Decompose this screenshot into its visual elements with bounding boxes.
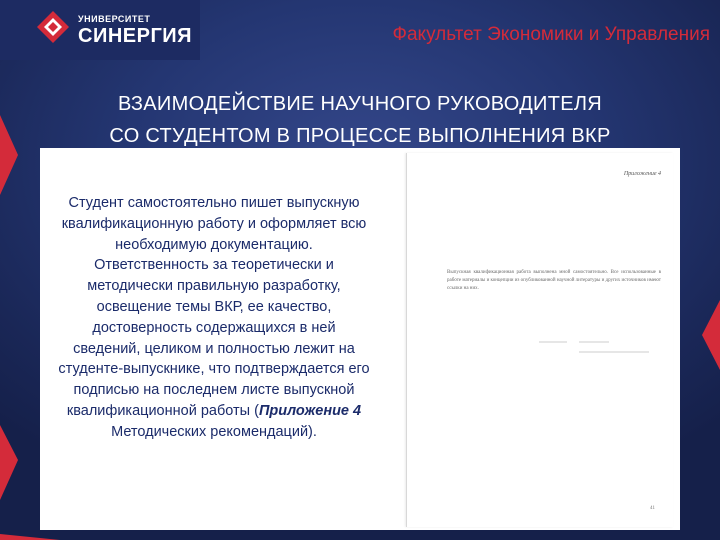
body-paragraph-2-main: Ответственность за теоретически и методически правильную разработку, освещение темы ВКР, ее качество, достоверность содержащихся в ней сведений, целиком и полностью лежит на студенте-выпускнике, что подтверждается его подписью на последнем листе выпускной квалификационной работы ( <box>58 257 370 419</box>
body-text <box>58 193 370 443</box>
appendix-reference: Приложение 4 <box>258 402 362 419</box>
document-signature-lines <box>539 336 659 356</box>
logo-area <box>0 0 200 60</box>
right-red-decoration <box>698 0 720 540</box>
slide-title-line-2: СО СТУДЕНТОМ В ПРОЦЕССЕ ВЫПОЛНЕНИЯ ВКР <box>109 125 611 147</box>
document-appendix-label: Приложение 4 <box>623 171 661 177</box>
left-red-decoration <box>0 0 18 540</box>
document-paragraph: Выпускная квалификационная работа выполнена мной самостоятельно. Все использованные в работе материалы и концепции из опубликованной научной литературы и других источников имеют ссылки на них. <box>447 270 661 291</box>
body-paragraph-1: Студент самостоятельно пишет выпускную квалификационную работу и оформляет всю необходимую документацию. <box>61 195 367 253</box>
slide-title <box>20 88 700 152</box>
body-paragraph-2-end: Методических рекомендаций). <box>111 423 317 440</box>
bottom-red-stripe <box>0 534 720 540</box>
faculty-title: Факультет Экономики и Управления <box>392 24 710 45</box>
slide-title-line-1: ВЗАИМОДЕЙСТВИЕ НАУЧНОГО РУКОВОДИТЕЛЯ <box>117 93 603 115</box>
document-page-number: 41 <box>650 506 655 511</box>
logo-text-university: УНИВЕРСИТЕТ <box>78 14 151 24</box>
synergy-logo-icon <box>36 10 70 44</box>
document-preview <box>406 153 673 527</box>
logo-text-synergy: СИНЕРГИЯ <box>78 25 193 47</box>
body-paragraph-2 <box>58 255 370 442</box>
